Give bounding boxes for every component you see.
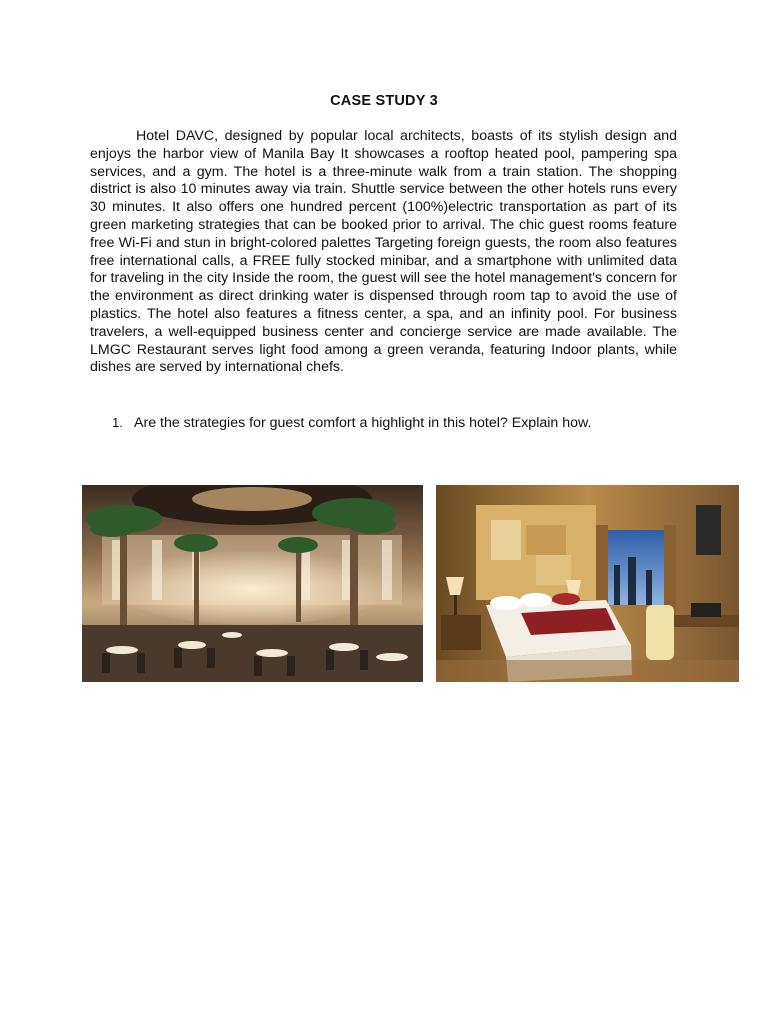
case-study-paragraph: Hotel DAVC, designed by popular local architects, boasts of its stylish design and enjoys the harbor view of Manila Bay It showcases a rooftop heated pool, pampering spa services, and a gym. The hotel is a three-minute walk from a train station. The shopping district is also 10 minutes away via train. Shuttle service between the other hotels runs every 30 minutes. It also offers one hundred percent (100%)electric transportation as part of its green marketing strategies that can be booked prior to arrival. The chic guest rooms feature free Wi-Fi and stun in bright-colored palettes Targeting foreign guests, the room also features free international calls, a FREE fully stocked minibar, and a smartphone with unlimited data for traveling in the city Inside the room, the guest will see the hotel management's concern for the environment as direct drinking water is dispensed through room tap to avoid the use of plastics. The hotel also features a fitness center, a spa, and an infinity pool. For business travelers, a well-equipped business center and concierge service are made available. The LMGC Restaurant serves light food among a green veranda, featuring Indoor plants, while dishes are served by international chefs.: [90, 128, 677, 376]
hotel-lobby-photo: [82, 485, 423, 682]
hotel-lobby-illustration: [82, 485, 423, 682]
hotel-room-photo: [436, 485, 739, 682]
hotel-room-illustration: [436, 485, 739, 682]
question-text: Are the strategies for guest comfort a highlight in this hotel? Explain how.: [134, 415, 592, 431]
case-study-title: CASE STUDY 3: [330, 93, 438, 109]
question-number: 1.: [112, 415, 123, 430]
question-item: [112, 414, 672, 432]
